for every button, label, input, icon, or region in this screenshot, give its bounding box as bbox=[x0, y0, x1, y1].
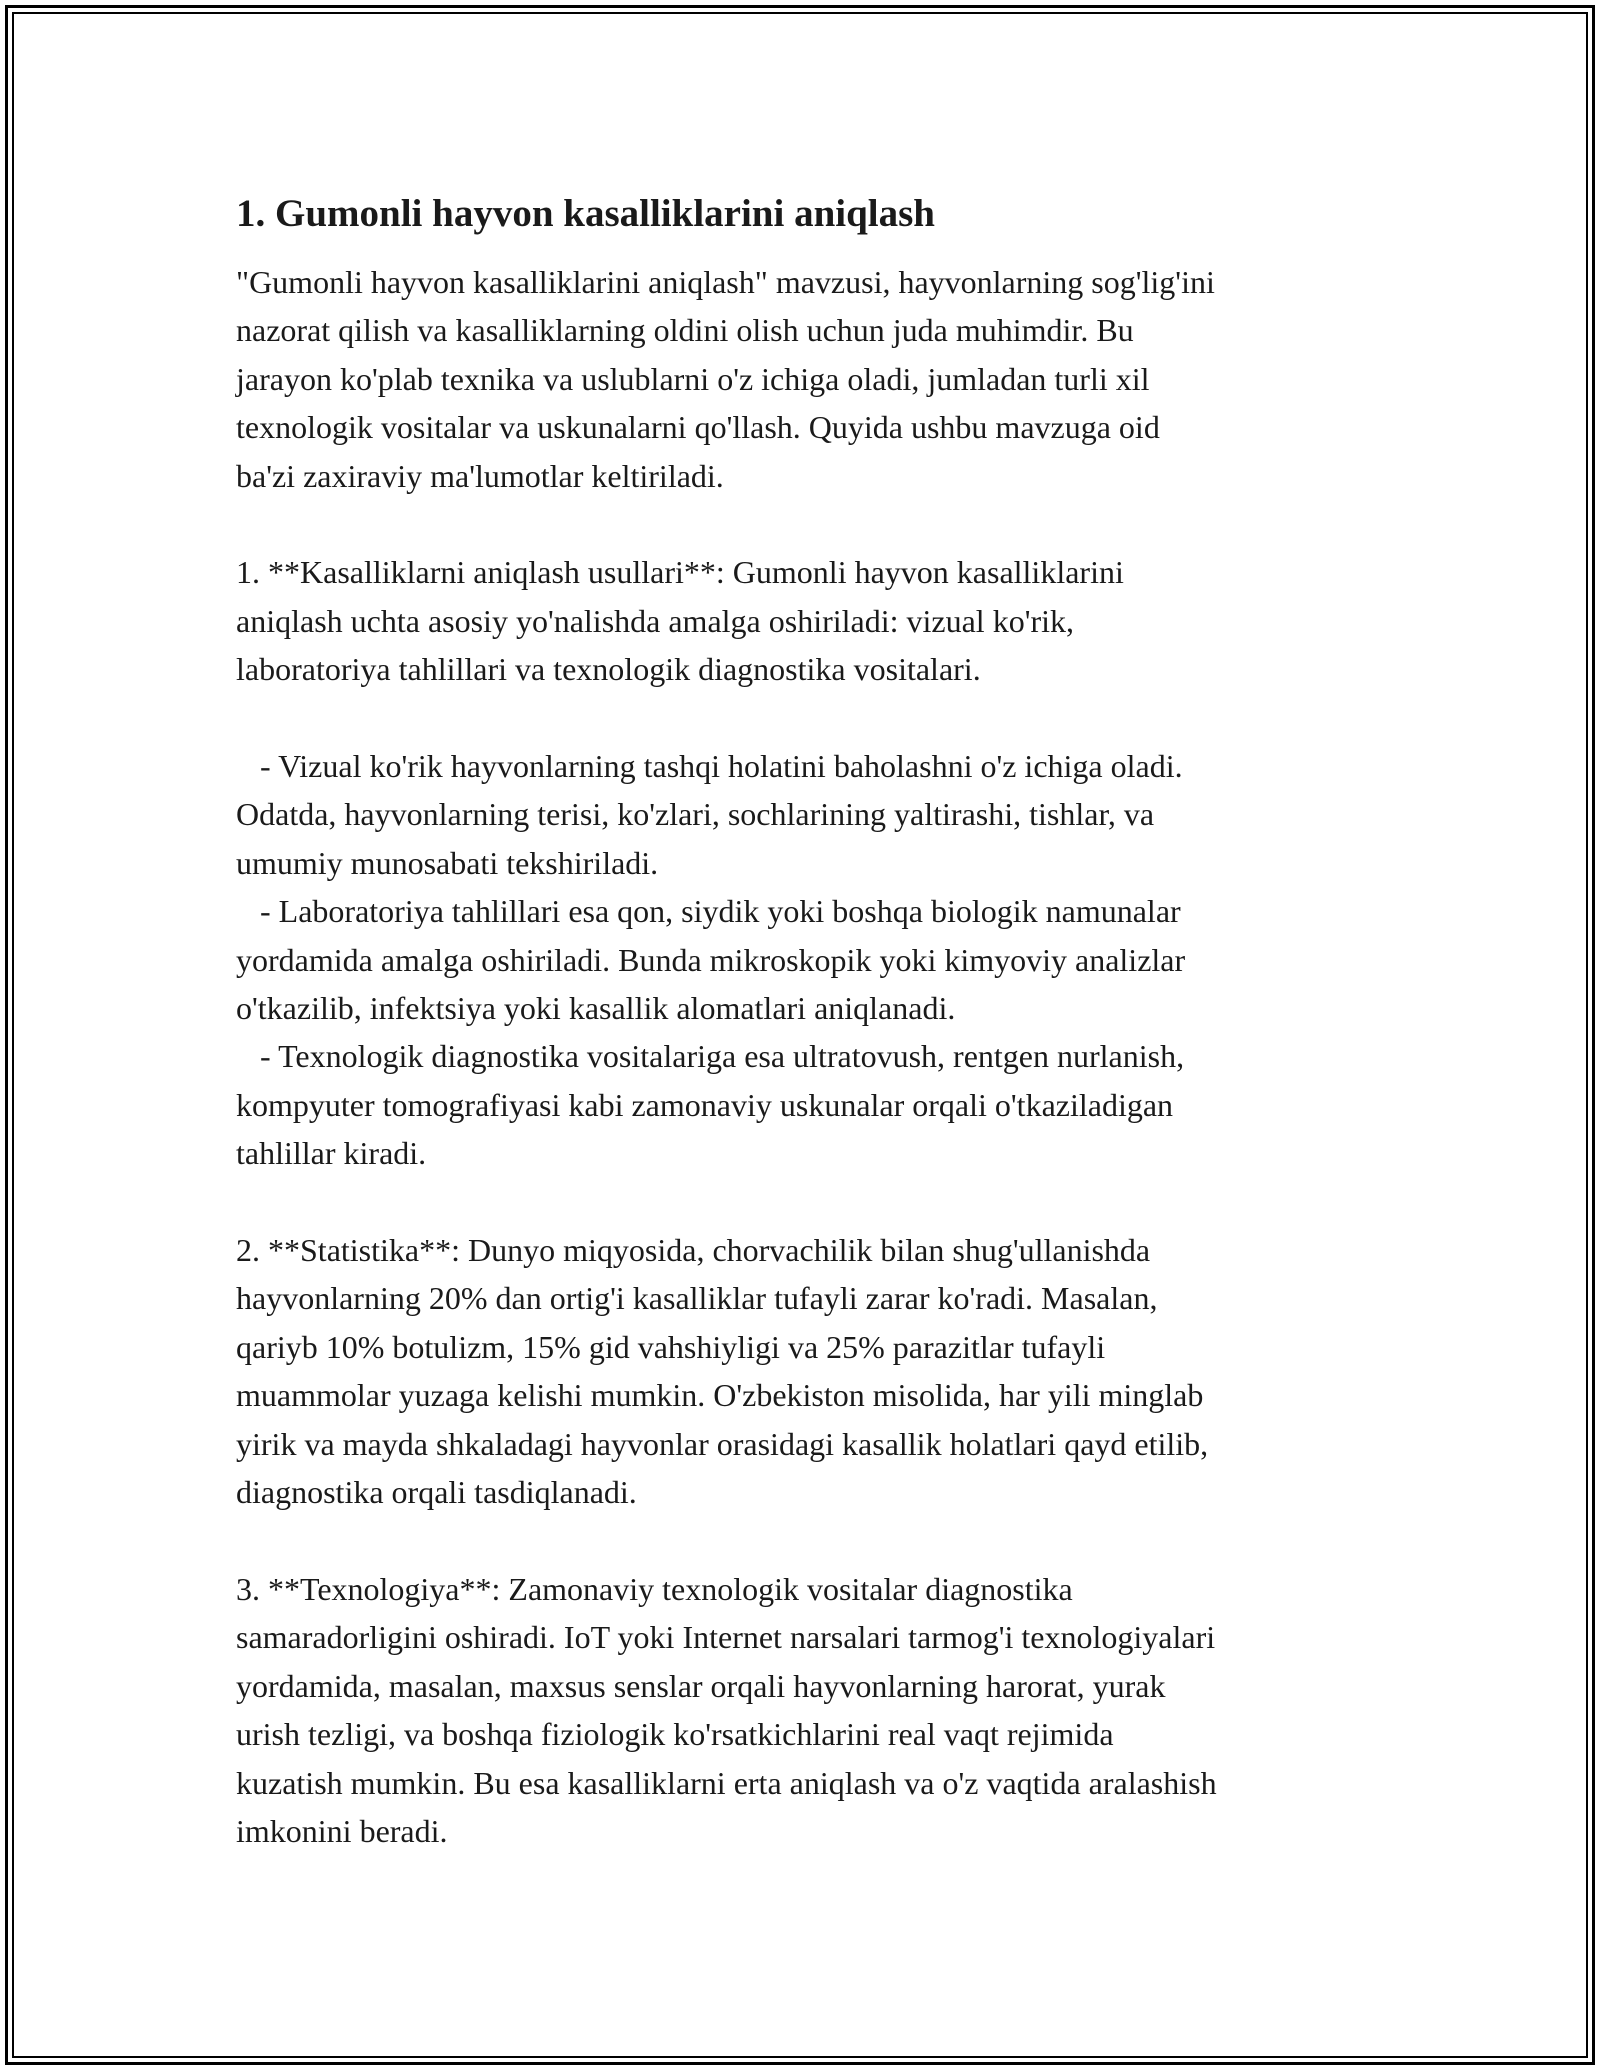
text-line: ba'zi zaxiraviy ma'lumotlar keltiriladi. bbox=[236, 457, 724, 494]
text-line: Odatda, hayvonlarning terisi, ko'zlari, sochlarining yaltirashi, tishlar, va bbox=[236, 796, 1155, 833]
paragraph bbox=[236, 1565, 1396, 1855]
text-line: "Gumonli hayvon kasalliklarini aniqlash" mavzusi, hayvonlarning sog'lig'ini bbox=[236, 264, 1215, 300]
text-line: jarayon ko'plab texnika va uslublarni o'z ichiga oladi, jumladan turli xil bbox=[236, 360, 1150, 397]
text-line: yordamida amalga oshiriladi. Bunda mikroskopik yoki kimyoviy analizlar bbox=[236, 941, 1186, 978]
text-line: muammolar yuzaga kelishi mumkin. O'zbekiston misolida, har yili minglab bbox=[236, 1377, 1204, 1414]
paragraph bbox=[236, 1226, 1396, 1516]
text-line: - Laboratoriya tahlillari esa qon, siydik yoki boshqa biologik namunalar bbox=[236, 893, 1181, 930]
paragraph bbox=[236, 742, 1396, 1178]
text-line: aniqlash uchta asosiy yo'nalishda amalga oshiriladi: vizual ko'rik, bbox=[236, 602, 1074, 639]
text-line: nazorat qilish va kasalliklarning oldini olish uchun juda muhimdir. Bu bbox=[236, 312, 1134, 349]
text-line: qariyb 10% botulizm, 15% gid vahshiyligi va 25% parazitlar tufayli bbox=[236, 1328, 1106, 1365]
document-title: 1. Gumonli hayvon kasalliklarini aniqlash bbox=[236, 192, 935, 235]
paragraph-list bbox=[236, 258, 1396, 1855]
paragraph bbox=[236, 548, 1396, 693]
text-line: - Texnologik diagnostika vositalariga esa ultratovush, rentgen nurlanish, bbox=[236, 1038, 1185, 1075]
document-body bbox=[236, 190, 1396, 1904]
text-line: imkonini beradi. bbox=[236, 1812, 448, 1849]
text-line: umumiy munosabati tekshiriladi. bbox=[236, 844, 659, 881]
text-line: 2. **Statistika**: Dunyo miqyosida, chorvachilik bilan shug'ullanishda bbox=[236, 1232, 1151, 1269]
text-line: tahlillar kiradi. bbox=[236, 1135, 427, 1172]
text-line: - Vizual ko'rik hayvonlarning tashqi holatini baholashni o'z ichiga oladi. bbox=[236, 748, 1183, 785]
paragraph bbox=[236, 258, 1396, 500]
text-line: yirik va mayda shkaladagi hayvonlar orasidagi kasallik holatlari qayd etilib, bbox=[236, 1425, 1209, 1462]
text-line: o'tkazilib, infektsiya yoki kasallik alomatlari aniqlanadi. bbox=[236, 990, 956, 1027]
text-line: 3. **Texnologiya**: Zamonaviy texnologik vositalar diagnostika bbox=[236, 1570, 1073, 1607]
text-line: urish tezligi, va boshqa fiziologik ko'rsatkichlarini real vaqt rejimida bbox=[236, 1716, 1114, 1753]
text-line: hayvonlarning 20% dan ortig'i kasalliklar tufayli zarar ko'radi. Masalan, bbox=[236, 1280, 1158, 1317]
text-line: laboratoriya tahlillari va texnologik diagnostika vositalari. bbox=[236, 651, 981, 688]
text-line: 1. **Kasalliklarni aniqlash usullari**: Gumonli hayvon kasalliklarini bbox=[236, 554, 1124, 591]
text-line: diagnostika orqali tasdiqlanadi. bbox=[236, 1474, 637, 1511]
text-line: texnologik vositalar va uskunalarni qo'llash. Quyida ushbu mavzuga oid bbox=[236, 409, 1160, 446]
text-line: kompyuter tomografiyasi kabi zamonaviy uskunalar orqali o'tkaziladigan bbox=[236, 1086, 1174, 1123]
text-line: kuzatish mumkin. Bu esa kasalliklarni erta aniqlash va o'z vaqtida aralashish bbox=[236, 1764, 1217, 1801]
text-line: yordamida, masalan, maxsus senslar orqali hayvonlarning harorat, yurak bbox=[236, 1667, 1166, 1704]
text-line: samaradorligini oshiradi. IoT yoki Internet narsalari tarmog'i texnologiyalari bbox=[236, 1619, 1216, 1656]
